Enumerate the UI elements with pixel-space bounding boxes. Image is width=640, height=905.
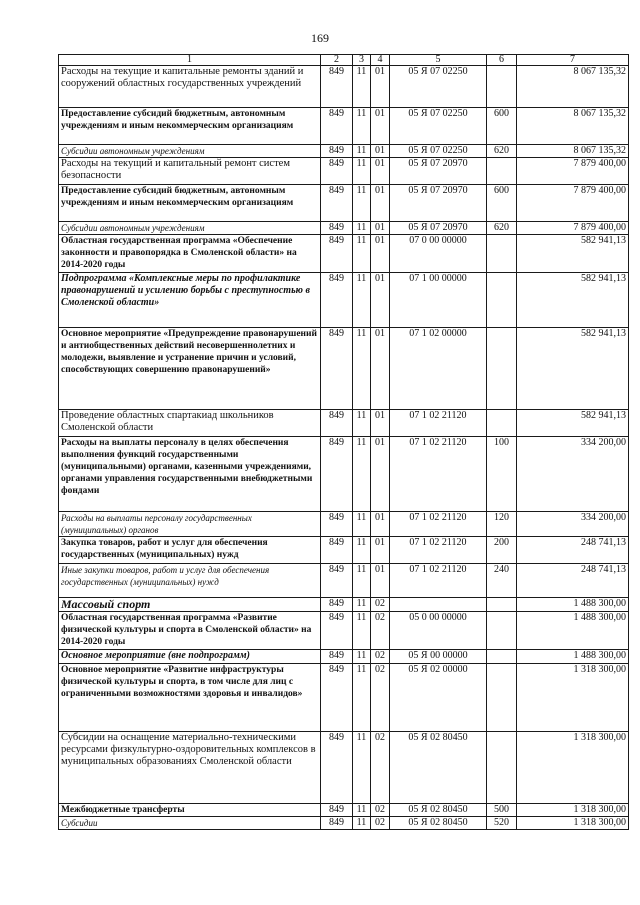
row-name-cell: Основное мероприятие «Предупреждение правонарушений и антиобщественных действий несовершеннолетних и молодежи, выявление и устранение причин и условий, способствующих совершению правонарушений» [59, 328, 321, 410]
row-name-cell: Основное мероприятие (вне подпрограмм) [59, 650, 321, 664]
row-vr-cell [487, 410, 517, 437]
row-csr-cell: 05 Я 07 20970 [390, 158, 487, 185]
row-vr-cell [487, 598, 517, 612]
col-header-csr: 5 [390, 55, 487, 66]
row-rz-cell: 11 [353, 732, 371, 804]
row-name-cell: Расходы на выплаты персоналу государственных (муниципальных) органов [59, 512, 321, 537]
row-csr-cell: 05 Я 02 80450 [390, 804, 487, 817]
row-rz-cell: 11 [353, 664, 371, 732]
row-sum-cell: 1 488 300,00 [517, 612, 629, 650]
row-vr-cell [487, 66, 517, 108]
row-csr-cell: 05 Я 07 20970 [390, 222, 487, 235]
row-vr-cell: 200 [487, 537, 517, 564]
row-rz-cell: 11 [353, 612, 371, 650]
row-vr-cell: 600 [487, 185, 517, 222]
table-row [59, 145, 629, 158]
row-pr-cell: 01 [371, 158, 390, 185]
table-row [59, 732, 629, 804]
row-csr-cell: 07 1 02 21120 [390, 410, 487, 437]
table-row [59, 650, 629, 664]
row-sum-cell: 1 318 300,00 [517, 817, 629, 830]
row-pr-cell: 01 [371, 437, 390, 512]
row-rz-cell: 11 [353, 564, 371, 598]
row-pr-cell: 01 [371, 66, 390, 108]
row-csr-cell: 07 1 02 21120 [390, 437, 487, 512]
row-vr-cell [487, 273, 517, 328]
row-csr-cell: 05 Я 07 20970 [390, 185, 487, 222]
row-name-cell: Расходы на выплаты персоналу в целях обеспечения выполнения функций государственными (муниципальными) органами, казенными учреждениями, органами управления государственными внебюджетными фондами [59, 437, 321, 512]
row-pr-cell: 01 [371, 328, 390, 410]
row-pr-cell: 01 [371, 235, 390, 273]
row-ved-cell: 849 [321, 512, 353, 537]
col-header-rz: 3 [353, 55, 371, 66]
row-rz-cell: 11 [353, 185, 371, 222]
table-row [59, 437, 629, 512]
row-ved-cell: 849 [321, 410, 353, 437]
row-pr-cell: 02 [371, 732, 390, 804]
row-ved-cell: 849 [321, 185, 353, 222]
row-csr-cell: 07 1 02 00000 [390, 328, 487, 410]
row-name-cell: Межбюджетные трансферты [59, 804, 321, 817]
row-vr-cell [487, 664, 517, 732]
row-csr-cell: 05 Я 00 00000 [390, 650, 487, 664]
row-csr-cell: 05 Я 07 02250 [390, 66, 487, 108]
row-rz-cell: 11 [353, 817, 371, 830]
row-pr-cell: 01 [371, 410, 390, 437]
row-vr-cell: 620 [487, 222, 517, 235]
table-row [59, 512, 629, 537]
row-name-cell: Предоставление субсидий бюджетным, автономным учреждениям и иным некоммерческим организациям [59, 185, 321, 222]
row-rz-cell: 11 [353, 598, 371, 612]
table-row [59, 235, 629, 273]
row-ved-cell: 849 [321, 273, 353, 328]
row-vr-cell [487, 732, 517, 804]
row-vr-cell: 100 [487, 437, 517, 512]
row-pr-cell: 02 [371, 664, 390, 732]
row-sum-cell: 582 941,13 [517, 273, 629, 328]
row-ved-cell: 849 [321, 437, 353, 512]
row-rz-cell: 11 [353, 273, 371, 328]
row-rz-cell: 11 [353, 804, 371, 817]
row-name-cell: Закупка товаров, работ и услуг для обеспечения государственных (муниципальных) нужд [59, 537, 321, 564]
row-rz-cell: 11 [353, 650, 371, 664]
row-name-cell: Предоставление субсидий бюджетным, автономным учреждениям и иным некоммерческим организациям [59, 108, 321, 145]
table-row [59, 537, 629, 564]
table-row [59, 185, 629, 222]
row-pr-cell: 01 [371, 145, 390, 158]
row-sum-cell: 1 318 300,00 [517, 804, 629, 817]
row-rz-cell: 11 [353, 222, 371, 235]
row-ved-cell: 849 [321, 650, 353, 664]
row-csr-cell [390, 598, 487, 612]
table-row [59, 222, 629, 235]
row-pr-cell: 02 [371, 804, 390, 817]
row-csr-cell: 07 1 02 21120 [390, 564, 487, 598]
row-pr-cell: 02 [371, 612, 390, 650]
row-pr-cell: 02 [371, 650, 390, 664]
table-header [59, 55, 629, 66]
table-row [59, 564, 629, 598]
row-sum-cell: 7 879 400,00 [517, 185, 629, 222]
table-body [59, 66, 629, 830]
row-rz-cell: 11 [353, 328, 371, 410]
row-vr-cell [487, 158, 517, 185]
table-row [59, 108, 629, 145]
table-row [59, 273, 629, 328]
row-ved-cell: 849 [321, 598, 353, 612]
row-sum-cell: 334 200,00 [517, 437, 629, 512]
table-row [59, 410, 629, 437]
row-name-cell: Субсидии на оснащение материально-техническими ресурсами физкультурно-оздоровительных комплексов в муниципальных образованиях Смоленской области [59, 732, 321, 804]
row-ved-cell: 849 [321, 108, 353, 145]
row-vr-cell: 520 [487, 817, 517, 830]
row-sum-cell: 1 488 300,00 [517, 650, 629, 664]
row-ved-cell: 849 [321, 817, 353, 830]
row-ved-cell: 849 [321, 537, 353, 564]
table-row [59, 804, 629, 817]
row-csr-cell: 05 Я 07 02250 [390, 108, 487, 145]
row-name-cell: Субсидии автономным учреждениям [59, 145, 321, 158]
row-pr-cell: 01 [371, 512, 390, 537]
row-name-cell: Расходы на текущий и капитальный ремонт систем безопасности [59, 158, 321, 185]
row-rz-cell: 11 [353, 437, 371, 512]
row-name-cell: Основное мероприятие «Развитие инфраструктуры физической культуры и спорта, в том числе для лиц с ограниченными возможностями здоровья и инвалидов» [59, 664, 321, 732]
row-csr-cell: 07 0 00 00000 [390, 235, 487, 273]
table-row [59, 612, 629, 650]
row-sum-cell: 1 318 300,00 [517, 732, 629, 804]
row-rz-cell: 11 [353, 145, 371, 158]
row-pr-cell: 01 [371, 564, 390, 598]
row-name-cell: Областная государственная программа «Развитие физической культуры и спорта в Смоленской области» на 2014-2020 годы [59, 612, 321, 650]
table-row [59, 328, 629, 410]
row-sum-cell: 7 879 400,00 [517, 222, 629, 235]
row-sum-cell: 1 488 300,00 [517, 598, 629, 612]
row-pr-cell: 01 [371, 185, 390, 222]
row-rz-cell: 11 [353, 158, 371, 185]
row-vr-cell [487, 235, 517, 273]
row-pr-cell: 01 [371, 273, 390, 328]
row-ved-cell: 849 [321, 612, 353, 650]
row-sum-cell: 1 318 300,00 [517, 664, 629, 732]
row-csr-cell: 07 1 02 21120 [390, 537, 487, 564]
row-vr-cell [487, 650, 517, 664]
row-ved-cell: 849 [321, 158, 353, 185]
row-name-cell: Подпрограмма «Комплексные меры по профилактике правонарушений и усилению борьбы с преступностью в Смоленской области» [59, 273, 321, 328]
row-name-cell: Массовый спорт [59, 598, 321, 612]
row-ved-cell: 849 [321, 222, 353, 235]
row-pr-cell: 02 [371, 598, 390, 612]
row-rz-cell: 11 [353, 410, 371, 437]
table-row [59, 66, 629, 108]
row-csr-cell: 07 1 00 00000 [390, 273, 487, 328]
row-sum-cell: 7 879 400,00 [517, 158, 629, 185]
row-sum-cell: 8 067 135,32 [517, 66, 629, 108]
table-row [59, 664, 629, 732]
row-sum-cell: 248 741,13 [517, 564, 629, 598]
row-pr-cell: 01 [371, 108, 390, 145]
row-ved-cell: 849 [321, 804, 353, 817]
col-header-ved: 2 [321, 55, 353, 66]
row-name-cell: Субсидии [59, 817, 321, 830]
row-csr-cell: 07 1 02 21120 [390, 512, 487, 537]
row-rz-cell: 11 [353, 537, 371, 564]
row-rz-cell: 11 [353, 235, 371, 273]
row-csr-cell: 05 Я 02 00000 [390, 664, 487, 732]
row-sum-cell: 8 067 135,32 [517, 108, 629, 145]
row-sum-cell: 582 941,13 [517, 235, 629, 273]
row-vr-cell: 120 [487, 512, 517, 537]
row-ved-cell: 849 [321, 564, 353, 598]
row-name-cell: Областная государственная программа «Обеспечение законности и правопорядка в Смоленской области» на 2014-2020 годы [59, 235, 321, 273]
row-vr-cell: 620 [487, 145, 517, 158]
table-row [59, 598, 629, 612]
row-pr-cell: 02 [371, 817, 390, 830]
row-csr-cell: 05 Я 07 02250 [390, 145, 487, 158]
row-ved-cell: 849 [321, 328, 353, 410]
page-number: 169 [311, 31, 329, 45]
row-sum-cell: 582 941,13 [517, 328, 629, 410]
col-header-vr: 6 [487, 55, 517, 66]
row-sum-cell: 334 200,00 [517, 512, 629, 537]
row-pr-cell: 01 [371, 222, 390, 235]
row-ved-cell: 849 [321, 235, 353, 273]
row-sum-cell: 8 067 135,32 [517, 145, 629, 158]
row-ved-cell: 849 [321, 732, 353, 804]
col-header-sum: 7 [517, 55, 629, 66]
row-name-cell: Проведение областных спартакиад школьников Смоленской области [59, 410, 321, 437]
row-vr-cell: 600 [487, 108, 517, 145]
row-name-cell: Субсидии автономным учреждениям [59, 222, 321, 235]
table-row [59, 817, 629, 830]
row-vr-cell: 500 [487, 804, 517, 817]
row-csr-cell: 05 Я 02 80450 [390, 817, 487, 830]
row-ved-cell: 849 [321, 664, 353, 732]
row-sum-cell: 248 741,13 [517, 537, 629, 564]
row-rz-cell: 11 [353, 512, 371, 537]
row-sum-cell: 582 941,13 [517, 410, 629, 437]
row-vr-cell [487, 328, 517, 410]
row-name-cell: Иные закупки товаров, работ и услуг для обеспечения государственных (муниципальных) нужд [59, 564, 321, 598]
table-row [59, 158, 629, 185]
row-ved-cell: 849 [321, 66, 353, 108]
row-name-cell: Расходы на текущие и капитальные ремонты зданий и сооружений областных государственных учреждений [59, 66, 321, 108]
header-row [59, 55, 629, 66]
row-vr-cell: 240 [487, 564, 517, 598]
row-ved-cell: 849 [321, 145, 353, 158]
row-rz-cell: 11 [353, 66, 371, 108]
row-rz-cell: 11 [353, 108, 371, 145]
col-header-pr: 4 [371, 55, 390, 66]
col-header-name: 1 [59, 55, 321, 66]
row-vr-cell [487, 612, 517, 650]
row-csr-cell: 05 Я 02 80450 [390, 732, 487, 804]
row-csr-cell: 05 0 00 00000 [390, 612, 487, 650]
budget-table [58, 54, 629, 830]
row-pr-cell: 01 [371, 537, 390, 564]
